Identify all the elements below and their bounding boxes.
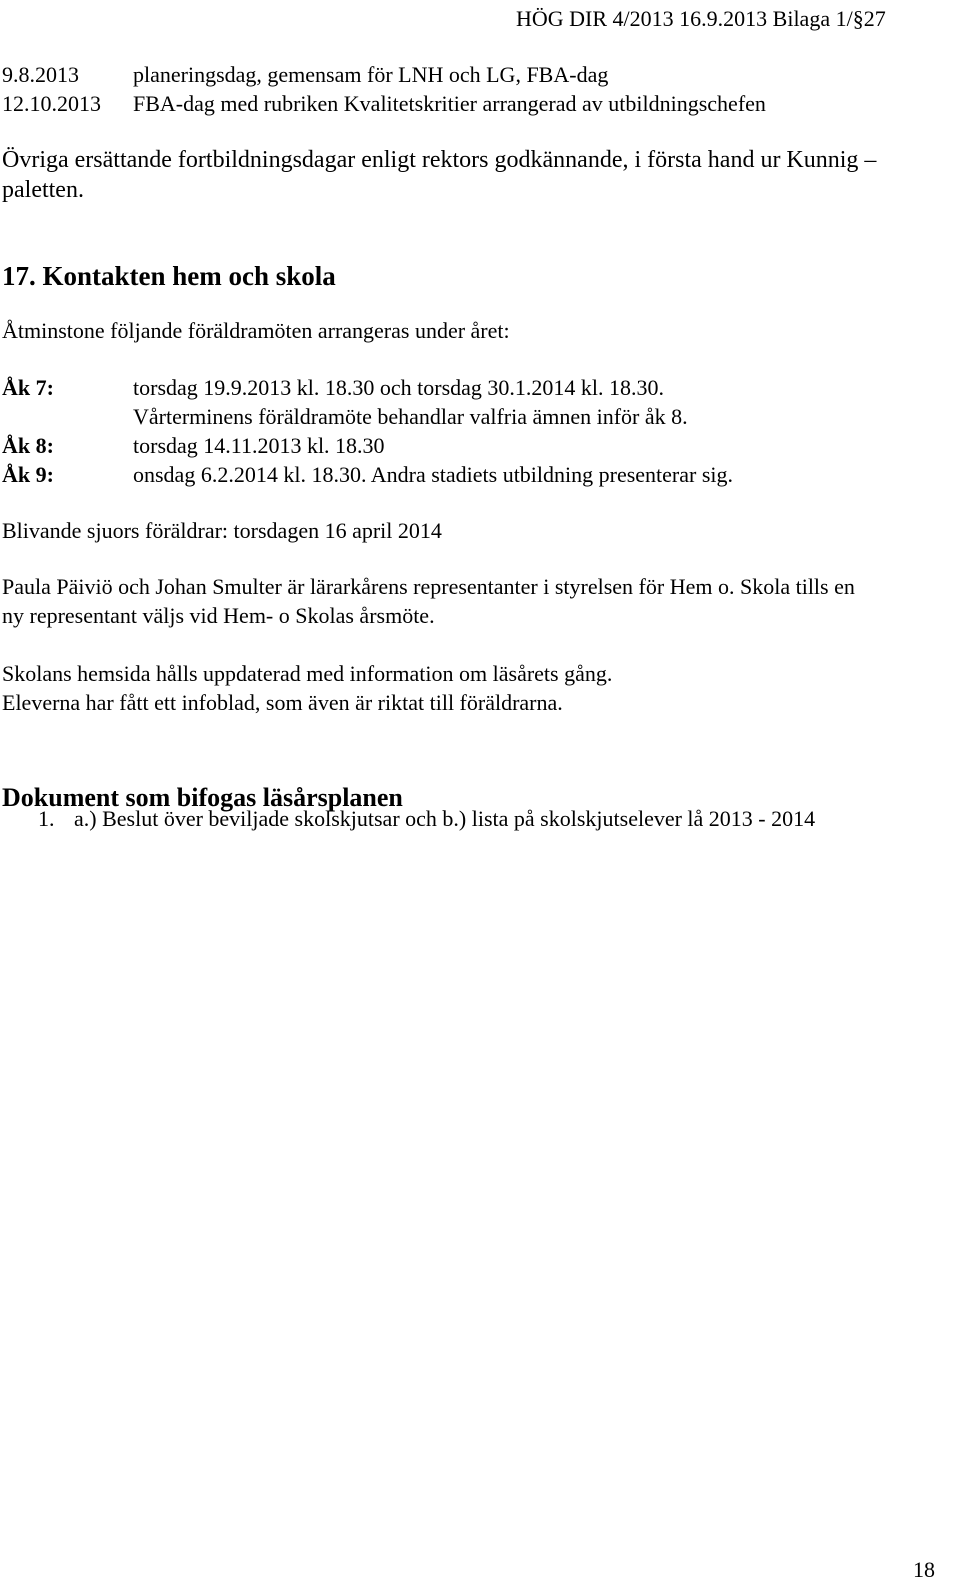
- infosheet-info: Eleverna har fått ett infoblad, som även är riktat till föräldrarna.: [2, 690, 563, 715]
- grade-label: Åk 7:: [2, 375, 54, 400]
- section-heading: 17. Kontakten hem och skola: [2, 261, 336, 291]
- representatives-line: ny representant väljs vid Hem- o Skolas årsmöte.: [2, 603, 435, 628]
- attachments-heading: Dokument som bifogas läsårsplanen: [2, 783, 403, 812]
- other-days-line: paletten.: [2, 177, 84, 203]
- meeting-date: torsdag 19.9.2013 kl. 18.30 och torsdag 30.1.2014 kl. 18.30.: [133, 375, 665, 400]
- grade-label: Åk 8:: [2, 433, 54, 458]
- meeting-note: Vårterminens föräldramöte behandlar valfria ämnen inför åk 8.: [133, 404, 688, 429]
- representatives-line: Paula Päiviö och Johan Smulter är lärarkårens representanter i styrelsen för Hem o. Skola tills en: [2, 574, 855, 599]
- attachment-number: 1.: [38, 806, 55, 831]
- meeting-date: torsdag 14.11.2013 kl. 18.30: [133, 433, 385, 458]
- attachment-text: a.) Beslut över beviljade skolskjutsar och b.) lista på skolskjutselever lå 2013 - 2014: [74, 806, 816, 831]
- other-days-line: Övriga ersättande fortbildningsdagar enligt rektors godkännande, i första hand ur Kunnig –: [2, 147, 877, 173]
- document-reference: HÖG DIR 4/2013 16.9.2013 Bilaga 1/§27: [516, 6, 886, 31]
- meeting-date: onsdag 6.2.2014 kl. 18.30. Andra stadiets utbildning presenterar sig.: [133, 462, 734, 487]
- training-day-date: 12.10.2013: [2, 91, 101, 116]
- website-info: Skolans hemsida hålls uppdaterad med information om läsårets gång.: [2, 661, 613, 686]
- page-number: 18: [913, 1557, 935, 1582]
- training-day-date: 9.8.2013: [2, 62, 79, 87]
- training-day-text: FBA-dag med rubriken Kvalitetskritier arrangerad av utbildningschefen: [133, 91, 766, 116]
- training-day-text: planeringsdag, gemensam för LNH och LG, FBA-dag: [133, 62, 609, 87]
- grade-label: Åk 9:: [2, 462, 54, 487]
- future-parents-meeting: Blivande sjuors föräldrar: torsdagen 16 april 2014: [2, 518, 442, 543]
- meetings-intro: Åtminstone följande föräldramöten arrangeras under året:: [2, 318, 510, 343]
